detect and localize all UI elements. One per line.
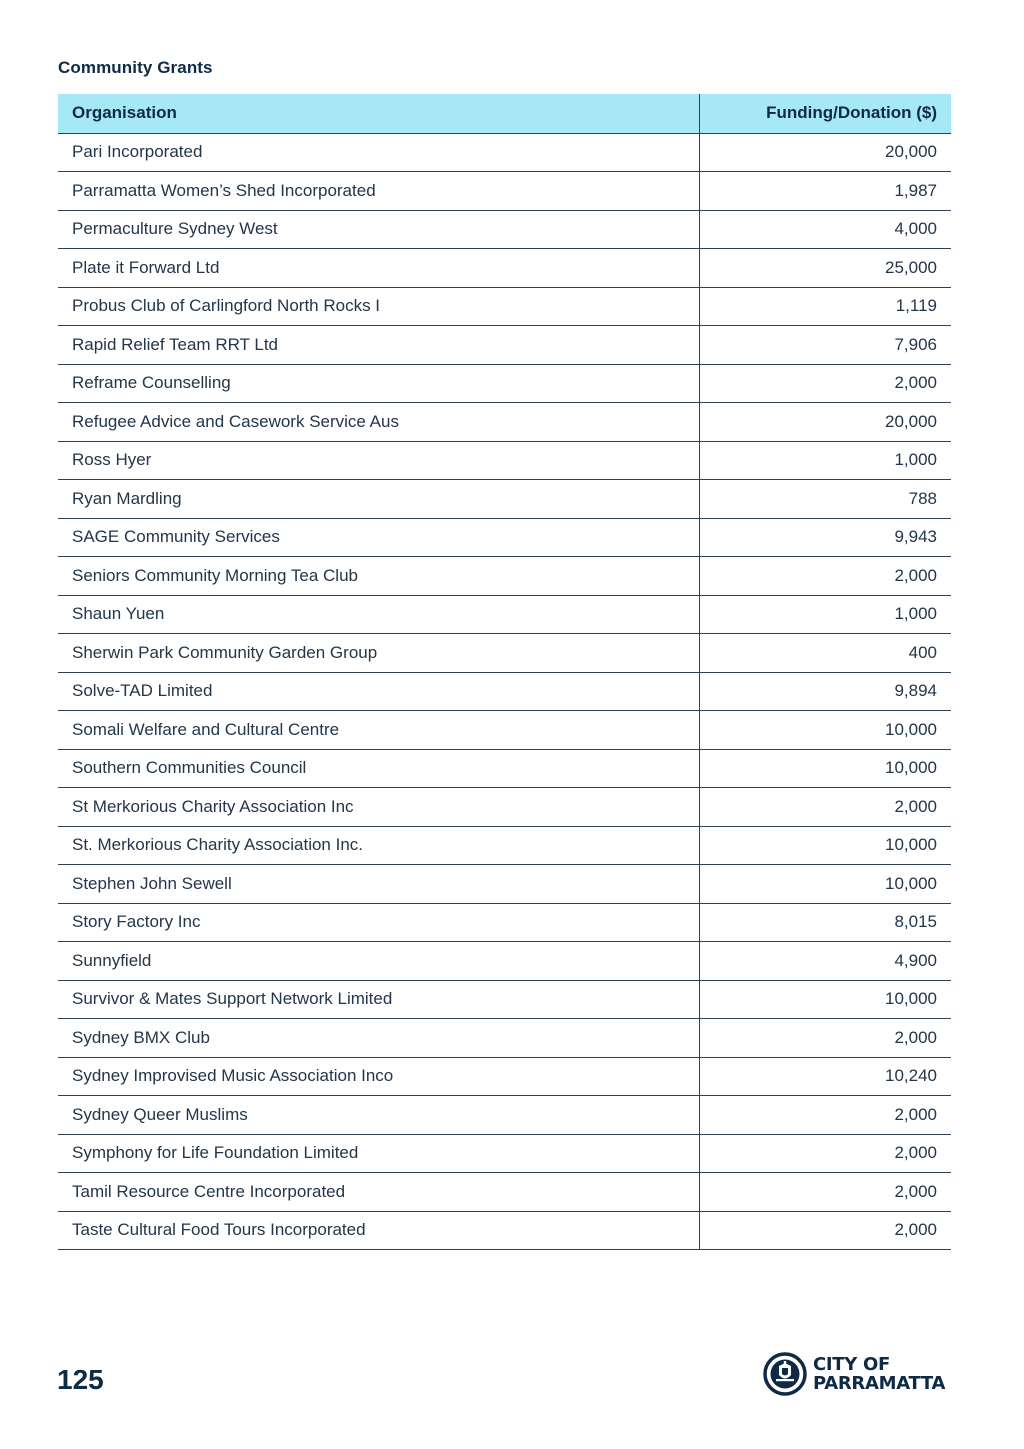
parramatta-seal-icon	[763, 1352, 807, 1396]
table-row	[58, 1173, 951, 1212]
funding-cell: 2,000	[699, 1019, 951, 1058]
table-row	[58, 249, 951, 288]
organisation-cell: Sherwin Park Community Garden Group	[58, 634, 699, 673]
funding-cell: 1,000	[699, 441, 951, 480]
funding-cell: 20,000	[699, 403, 951, 442]
table-row	[58, 287, 951, 326]
table-row	[58, 788, 951, 827]
funding-cell: 9,943	[699, 518, 951, 557]
table-row	[58, 980, 951, 1019]
table-row	[58, 1211, 951, 1250]
table-row	[58, 518, 951, 557]
organisation-cell: Ross Hyer	[58, 441, 699, 480]
organisation-cell: Seniors Community Morning Tea Club	[58, 557, 699, 596]
funding-cell: 400	[699, 634, 951, 673]
organisation-cell: Probus Club of Carlingford North Rocks I	[58, 287, 699, 326]
table-row	[58, 672, 951, 711]
funding-cell: 20,000	[699, 133, 951, 172]
funding-cell: 10,000	[699, 865, 951, 904]
table-row	[58, 1134, 951, 1173]
table-row	[58, 903, 951, 942]
funding-cell: 2,000	[699, 557, 951, 596]
organisation-cell: Sydney Improvised Music Association Inco	[58, 1057, 699, 1096]
funding-cell: 10,000	[699, 711, 951, 750]
funding-cell: 10,000	[699, 980, 951, 1019]
funding-cell: 1,000	[699, 595, 951, 634]
funding-cell: 788	[699, 480, 951, 519]
grants-table	[58, 94, 951, 1250]
funding-cell: 9,894	[699, 672, 951, 711]
column-header-funding: Funding/Donation ($)	[699, 94, 951, 133]
funding-cell: 2,000	[699, 1211, 951, 1250]
table-row	[58, 749, 951, 788]
logo-text-line2: PARRAMATTA	[813, 1373, 946, 1394]
table-row	[58, 1019, 951, 1058]
funding-cell: 1,987	[699, 172, 951, 211]
table-row	[58, 634, 951, 673]
page-number: 125	[57, 1364, 104, 1395]
table-row	[58, 942, 951, 981]
organisation-cell: Reframe Counselling	[58, 364, 699, 403]
table-row	[58, 1096, 951, 1135]
organisation-cell: Permaculture Sydney West	[58, 210, 699, 249]
table-row	[58, 595, 951, 634]
funding-cell: 2,000	[699, 364, 951, 403]
funding-cell: 10,000	[699, 826, 951, 865]
organisation-cell: Parramatta Women’s Shed Incorporated	[58, 172, 699, 211]
organisation-cell: Survivor & Mates Support Network Limited	[58, 980, 699, 1019]
organisation-cell: SAGE Community Services	[58, 518, 699, 557]
table-row	[58, 1057, 951, 1096]
table-row	[58, 826, 951, 865]
organisation-cell: Story Factory Inc	[58, 903, 699, 942]
organisation-cell: Symphony for Life Foundation Limited	[58, 1134, 699, 1173]
table-row	[58, 480, 951, 519]
organisation-cell: Shaun Yuen	[58, 595, 699, 634]
funding-cell: 7,906	[699, 326, 951, 365]
table-row	[58, 441, 951, 480]
section-title: Community Grants	[58, 58, 213, 77]
table-row	[58, 172, 951, 211]
organisation-cell: St Merkorious Charity Association Inc	[58, 788, 699, 827]
funding-cell: 4,000	[699, 210, 951, 249]
organisation-cell: Somali Welfare and Cultural Centre	[58, 711, 699, 750]
organisation-cell: Solve-TAD Limited	[58, 672, 699, 711]
organisation-cell: Stephen John Sewell	[58, 865, 699, 904]
table-header-row	[58, 94, 951, 133]
table-row	[58, 133, 951, 172]
organisation-cell: Sydney Queer Muslims	[58, 1096, 699, 1135]
table-row	[58, 865, 951, 904]
organisation-cell: Tamil Resource Centre Incorporated	[58, 1173, 699, 1212]
table-row	[58, 210, 951, 249]
organisation-cell: Sunnyfield	[58, 942, 699, 981]
funding-cell: 1,119	[699, 287, 951, 326]
organisation-cell: Ryan Mardling	[58, 480, 699, 519]
funding-cell: 10,000	[699, 749, 951, 788]
organisation-cell: Taste Cultural Food Tours Incorporated	[58, 1211, 699, 1250]
table-row	[58, 403, 951, 442]
organisation-cell: Rapid Relief Team RRT Ltd	[58, 326, 699, 365]
organisation-cell: St. Merkorious Charity Association Inc.	[58, 826, 699, 865]
funding-cell: 2,000	[699, 788, 951, 827]
table-row	[58, 711, 951, 750]
funding-cell: 8,015	[699, 903, 951, 942]
organisation-cell: Refugee Advice and Casework Service Aus	[58, 403, 699, 442]
table-row	[58, 557, 951, 596]
table-body	[58, 133, 951, 1250]
organisation-cell: Southern Communities Council	[58, 749, 699, 788]
funding-cell: 10,240	[699, 1057, 951, 1096]
organisation-cell: Pari Incorporated	[58, 133, 699, 172]
city-of-parramatta-logo	[763, 1351, 953, 1397]
funding-cell: 2,000	[699, 1096, 951, 1135]
organisation-cell: Plate it Forward Ltd	[58, 249, 699, 288]
organisation-cell: Sydney BMX Club	[58, 1019, 699, 1058]
table-row	[58, 326, 951, 365]
table-row	[58, 364, 951, 403]
funding-cell: 2,000	[699, 1173, 951, 1212]
funding-cell: 4,900	[699, 942, 951, 981]
funding-cell: 25,000	[699, 249, 951, 288]
column-header-organisation: Organisation	[58, 94, 699, 133]
funding-cell: 2,000	[699, 1134, 951, 1173]
logo-text-line1: CITY OF	[813, 1354, 890, 1375]
